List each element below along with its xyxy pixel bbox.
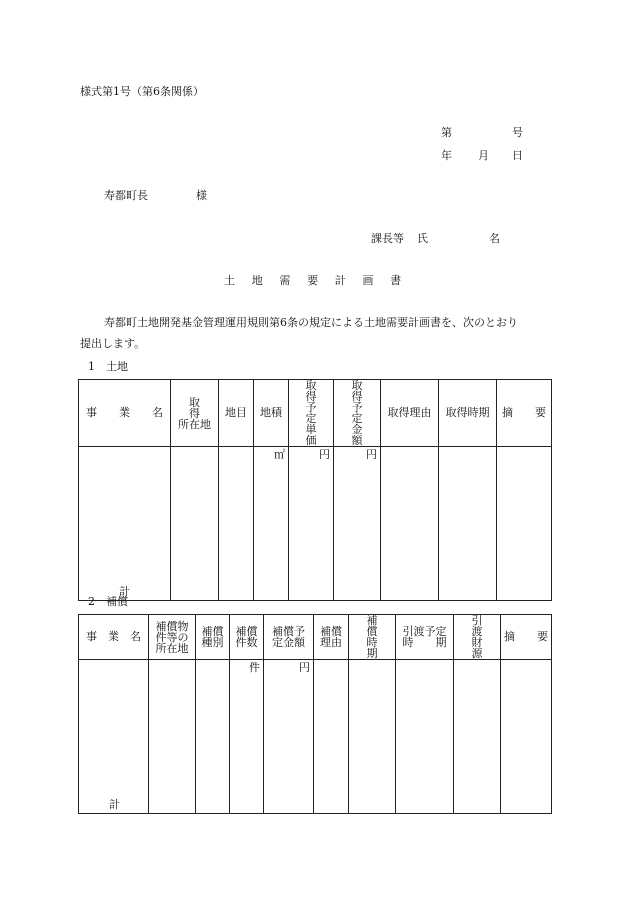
land-unit-price: 円	[289, 447, 334, 601]
header-unit-price	[289, 379, 339, 447]
header-land-category: 地目	[219, 380, 254, 447]
header-acquisition-location	[171, 380, 222, 447]
header-location-line2: 所在地	[178, 417, 211, 431]
body-text-line2: 提出します。	[80, 337, 146, 350]
header-comp-location-line1: 補償物	[155, 619, 189, 633]
header-comp-transfer-line1: 引渡予定	[402, 625, 447, 638]
header-comp-reason-line1: 補償	[320, 625, 342, 638]
compensation-body-row	[79, 660, 552, 814]
header-amount-line3: 金 額	[351, 423, 385, 447]
land-cell-category	[219, 447, 254, 601]
header-comp-amount	[264, 615, 314, 660]
header-comp-amount-line1: 補償予	[272, 625, 305, 638]
form-label: 様式第1号（第6条関係）	[80, 85, 204, 98]
header-comp-reason-line2: 理由	[320, 636, 342, 649]
comp-cell-remarks	[501, 660, 552, 814]
header-comp-remarks: 摘 要	[501, 615, 552, 660]
header-comp-count-line2: 件数	[235, 636, 258, 649]
land-unit-area: ㎡	[254, 447, 289, 601]
header-amount-line2: 予 定	[351, 401, 385, 425]
header-comp-transfer-line2: 時 期	[402, 636, 447, 649]
header-unit-price-line1: 取 得	[305, 379, 339, 403]
date-month: 月	[478, 149, 489, 162]
header-comp-count-line1: 補償	[235, 625, 258, 638]
header-comp-transfer-timing	[396, 615, 454, 660]
header-comp-timing-line1: 補 償	[366, 614, 400, 638]
header-comp-type-line1: 補償	[201, 625, 224, 638]
header-comp-project-name: 事 業 名	[79, 615, 149, 660]
header-project-name: 事 業 名	[79, 380, 171, 447]
land-body-row	[79, 447, 552, 601]
header-comp-source-line1: 引 渡	[471, 614, 505, 638]
header-area: 地積	[254, 380, 289, 447]
header-unit-price-line3: 単 価	[305, 423, 339, 447]
header-location-line1: 取 得	[189, 395, 222, 420]
header-comp-location-line3: 所在地	[155, 641, 189, 655]
addressee-sama: 様	[196, 189, 207, 202]
header-planned-amount	[334, 379, 385, 447]
addressee-mayor: 寿都町長	[104, 189, 148, 202]
sender-shi: 氏	[417, 232, 428, 245]
header-comp-location	[149, 615, 196, 660]
land-table	[78, 379, 552, 601]
header-comp-source-line2: 財 源	[471, 636, 505, 660]
comp-cell-location	[149, 660, 196, 814]
header-comp-timing	[349, 614, 400, 660]
header-comp-timing-line2: 時 期	[366, 636, 400, 660]
header-comp-type-line2: 種別	[201, 636, 224, 649]
comp-cell-transfer	[396, 660, 454, 814]
date-year: 年	[441, 149, 452, 162]
comp-cell-type	[196, 660, 230, 814]
comp-cell-source	[454, 660, 501, 814]
doc-number-go: 号	[512, 126, 523, 139]
header-amount-line1: 取 得	[351, 379, 385, 403]
compensation-header-row	[79, 615, 552, 660]
comp-unit-amount: 円	[264, 660, 314, 814]
header-comp-reason	[314, 615, 349, 660]
land-unit-amount: 円	[334, 447, 381, 601]
comp-cell-timing	[349, 660, 396, 814]
header-comp-location-line2: 件等の	[155, 630, 189, 644]
sender-title: 課長等	[371, 232, 404, 245]
compensation-table	[78, 614, 552, 814]
header-comp-type	[196, 615, 230, 660]
header-comp-funding-source	[454, 614, 505, 660]
header-comp-count	[230, 615, 264, 660]
header-remarks: 摘 要	[497, 380, 552, 447]
header-comp-amount-line2: 定金額	[272, 636, 305, 649]
header-unit-price-line2: 予 定	[305, 401, 339, 425]
body-text-line1: 寿都町土地開発基金管理運用規則第6条の規定による土地需要計画書を、次のとおり	[104, 316, 518, 329]
compensation-total-label: 計	[79, 660, 149, 814]
document-title: 土 地 需 要 計 画 書	[224, 274, 408, 287]
date-day: 日	[512, 149, 523, 162]
section1-heading: 1 土地	[88, 360, 128, 373]
header-acquisition-timing: 取得時期	[439, 380, 497, 447]
land-cell-location	[171, 447, 219, 601]
comp-unit-count: 件	[230, 660, 264, 814]
doc-number-dai: 第	[441, 126, 452, 139]
section2-heading: 2 補償	[88, 595, 128, 608]
land-header-row	[79, 380, 552, 447]
land-cell-timing	[439, 447, 497, 601]
sender-mei: 名	[489, 232, 500, 245]
land-cell-reason	[381, 447, 439, 601]
land-total-label: 計	[79, 447, 171, 601]
comp-cell-reason	[314, 660, 349, 814]
header-acquisition-reason: 取得理由	[381, 380, 439, 447]
land-cell-remarks	[497, 447, 552, 601]
